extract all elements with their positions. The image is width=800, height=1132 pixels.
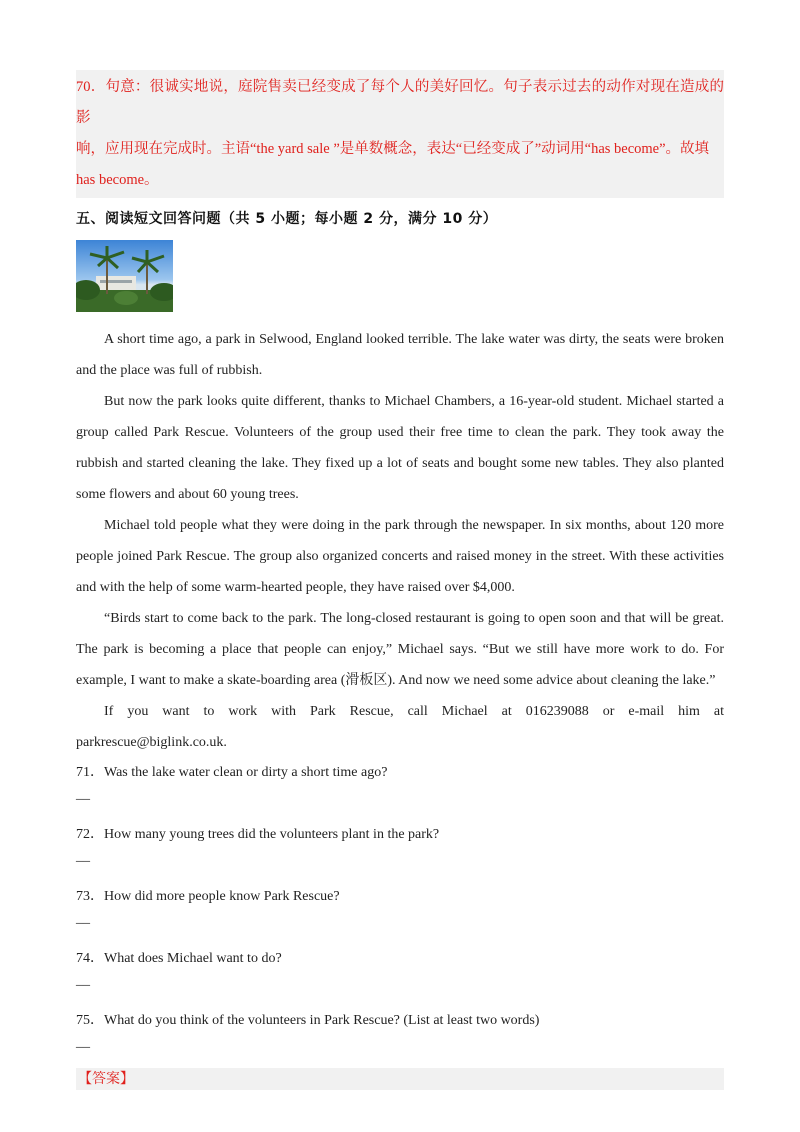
explanation-line: 70．句意：很诚实地说，庭院售卖已经变成了每个人的美好回忆。句子表示过去的动作对现在造成的影	[76, 79, 724, 126]
passage-paragraph: But now the park looks quite different, thanks to Michael Chambers, a 16-year-old student. Michael started a group called Park Rescue. Volunteers of the group used their free time to clean the park. They took away the rubbish and started cleaning the lake. They fixed up a lot of seats and bought some new tables. They also planted some flowers and about 60 young trees.	[76, 394, 724, 502]
question-list	[76, 762, 724, 1068]
answer-blank[interactable]: __	[76, 1035, 90, 1050]
answer-blank[interactable]: __	[76, 849, 90, 864]
passage-paragraph-continued: parkrescue@biglink.co.uk.	[76, 735, 227, 750]
section-heading: 五、阅读短文回答问题（共 5 小题；每小题 2 分，满分 10 分）	[76, 211, 498, 227]
passage-paragraph: Michael told people what they were doing in the park through the newspaper. In six months, about 120 more people joined Park Rescue. The group also organized concerts and raised money in the street. With these activities and with the help of some warm-hearted people, they have raised over $4,000.	[76, 518, 724, 595]
passage-paragraph: A short time ago, a park in Selwood, England looked terrible. The lake water was dirty, the seats were broken and the place was full of rubbish.	[76, 332, 724, 378]
explanation-line: 响，应用现在完成时。主语“the yard sale ”是单数概念，表达“已经变成了”动词用“has become”。故填	[76, 141, 710, 157]
answer-blank[interactable]: __	[76, 911, 90, 926]
explanation-block	[76, 70, 724, 198]
question-text: 74．What does Michael want to do?	[76, 951, 282, 966]
reading-passage	[76, 324, 724, 758]
park-photo-illustration	[76, 240, 173, 312]
answer-label: 【答案】	[76, 1068, 724, 1090]
answer-blank[interactable]: __	[76, 787, 90, 802]
passage-paragraph: If you want to work with Park Rescue, call Michael at 016239088 or e-mail him at	[104, 704, 724, 719]
document-page	[76, 70, 724, 1090]
question-text: 75．What do you think of the volunteers in Park Rescue? (List at least two words)	[76, 1013, 540, 1028]
explanation-line: has become。	[76, 172, 159, 188]
question-text: 71．Was the lake water clean or dirty a short time ago?	[76, 765, 388, 780]
passage-paragraph: “Birds start to come back to the park. The long-closed restaurant is going to open soon and that will be great. The park is becoming a place that people can enjoy,” Michael says. “But we still have more work to do. For example, I want to make a skate-boarding area (滑板区). And now we need some advice about cleaning the lake.”	[76, 611, 724, 688]
question-text: 72．How many young trees did the volunteers plant in the park?	[76, 827, 440, 842]
park-photo	[76, 240, 173, 312]
question-text: 73．How did more people know Park Rescue?	[76, 889, 340, 904]
answer-blank[interactable]: __	[76, 973, 90, 988]
